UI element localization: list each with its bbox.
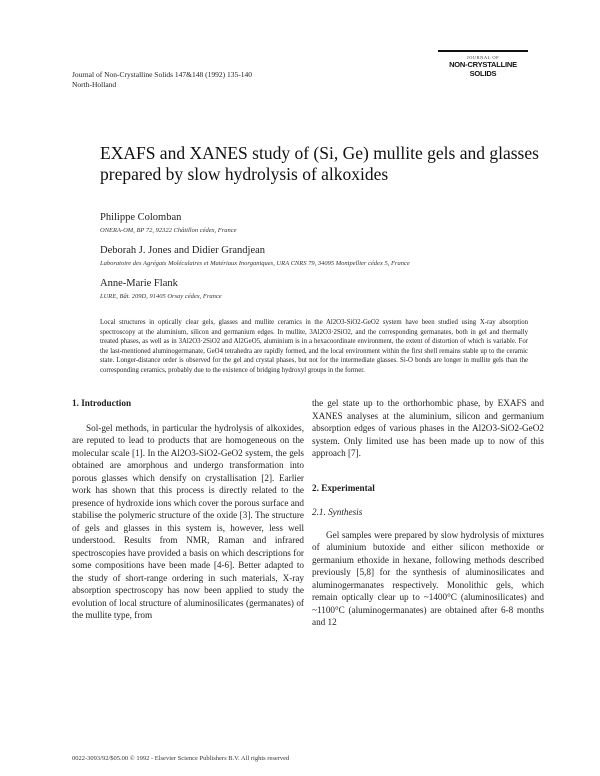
right-column (312, 397, 544, 629)
journal-line-2: North-Holland (72, 80, 117, 89)
author-affiliation: LURE, Bât. 209D, 91405 Orsay cédex, France (100, 293, 222, 300)
author-block-2 (100, 245, 410, 267)
author-affiliation: ONERA-OM, BP 72, 92322 Châtillon cédex, France (100, 227, 237, 234)
section-heading-introduction: 1. Introduction (72, 398, 132, 408)
subsection-heading-synthesis: 2.1. Synthesis (312, 507, 363, 517)
journal-logo (438, 50, 528, 78)
synthesis-paragraph: Gel samples were prepared by slow hydrolysis of mixtures of aluminium butoxide and either silicon methoxide or germanium ethoxide in hexane, following methods described previously [5,8] for the synthesis of aluminosilicates and aluminogermanates respectively. Monolithic gels, which remain optically clear up to ~1400°C (aluminosilicates) and ~1100°C (aluminogermanates) are obtained after 6-8 months and 12 (312, 529, 544, 627)
author-name: Anne-Marie Flank (100, 278, 178, 289)
author-affiliation: Laboratoire des Agrégats Moléculaires et Matériaux Inorganiques, URA CNRS 79, 34095 Montpellier cédex 5, France (100, 260, 410, 267)
copyright-footer: 0022-3093/92/$05.00 © 1992 - Elsevier Science Publishers B.V. All rights reserved (72, 755, 290, 762)
logo-small-text: JOURNAL OF (466, 55, 500, 60)
author-name: Deborah J. Jones and Didier Grandjean (100, 245, 266, 256)
logo-text: NON-CRYSTALLINE SOLIDS (449, 60, 517, 78)
author-block-1 (100, 212, 237, 234)
left-column (72, 397, 304, 622)
intro-paragraph-continued: the gel state up to the orthorhombic phase, by EXAFS and XANES analyses at the aluminium, silicon and germanium absorption edges of various phases in the Al2O3-SiO2-GeO2 system. Only limited use has been made up to now of this approach [7]. (312, 398, 544, 458)
section-heading-experimental: 2. Experimental (312, 482, 375, 493)
journal-line-1: Journal of Non-Crystalline Solids 147&148 (1992) 135-140 (72, 70, 252, 79)
journal-citation (72, 70, 252, 90)
paper-title: EXAFS and XANES study of (Si, Ge) mullite gels and glasses prepared by slow hydrolysis of alkoxides (100, 143, 539, 184)
abstract: Local structures in optically clear gels, glasses and mullite ceramics in the Al2O3-SiO2-GeO2 system have been studied using X-ray absorption spectroscopy at the aluminium, silicon and germanium edges. In mullite, 3Al2O3·2SiO2, and the corresponding germanates, both in gel and thermally treated phases, as well as in 3Al2O3·2SiO2 and Al2GeO5, aluminium is in a hexacoordinate environment, the extent of distortion of which is variable. For the last-mentioned aluminogermanate, GeO4 tetrahedra are rapidly formed, and the local environment within the first shell remains stable up to the ceramic state. Longer-distance order is observed for the gel and crystal phases, but not for the intermediate glasses. Si-O bonds are longer in mullite gels than the corresponding ceramics, probably due to the existence of bridging hydroxyl groups in the former. (100, 319, 528, 374)
author-block-3 (100, 278, 222, 300)
author-name: Philippe Colomban (100, 212, 182, 223)
logo-rule (438, 50, 528, 52)
intro-paragraph: Sol-gel methods, in particular the hydrolysis of alkoxides, are reputed to lead to products that are homogeneous on the molecular scale [1]. In the Al2O3-SiO2-GeO2 system, the gels obtained are amorphous and undergo transformation into porous glasses which densify on crystallisation [2]. Earlier work has shown that this process is directly related to the presence of hydroxide ions which cover the porous surface and stabilise the polymeric structure of the oxide [3]. The structure of gels and glasses in this system is, however, less well understood. Results from NMR, Raman and infrared spectroscopies have provided a basis on which descriptions for some compositions have been made [4-6]. Better adapted to the study of short-range ordering in such materials, X-ray absorption spectroscopy has now been applied to study the evolution of local structure of aluminosilicates (germanates) of the mullite type, from (72, 422, 304, 620)
